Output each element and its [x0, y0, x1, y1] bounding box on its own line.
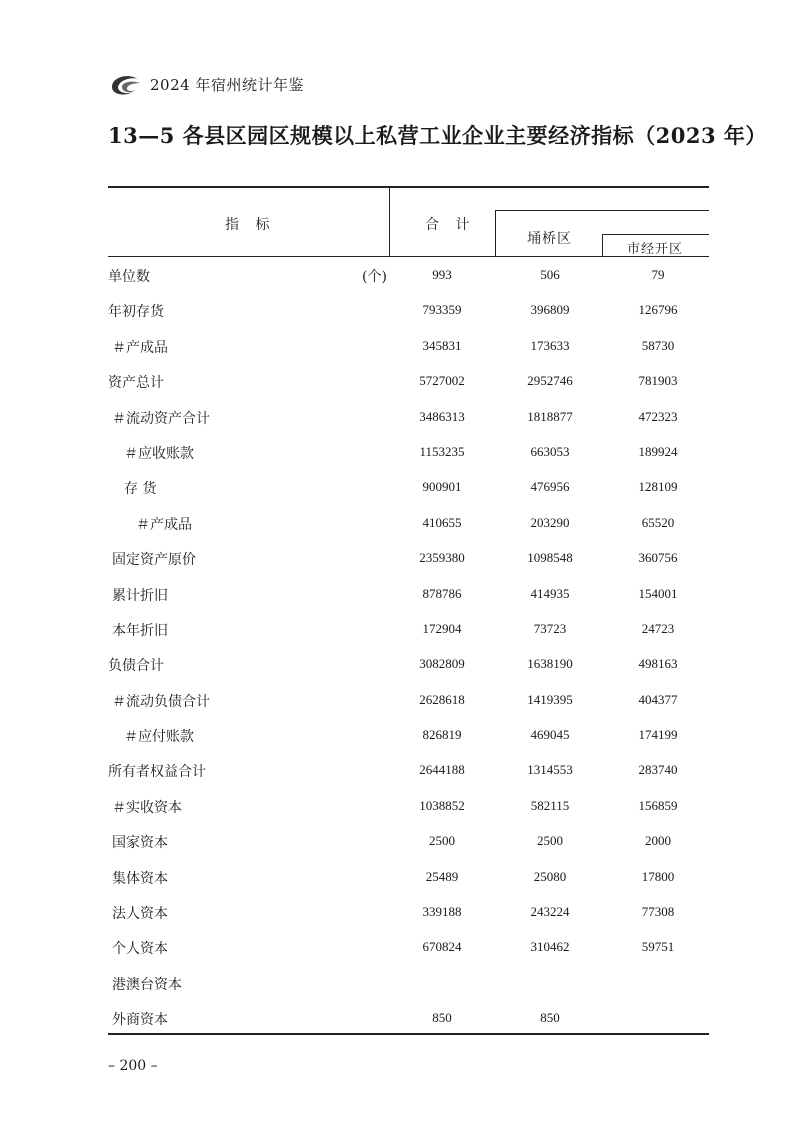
- cell-shijing: 154001: [638, 585, 678, 601]
- table-row: [108, 647, 709, 682]
- cell-total: 826819: [422, 727, 462, 743]
- row-label: 国家资本: [112, 835, 168, 852]
- cell-total: 670824: [422, 939, 462, 955]
- subheader-divider-2: [602, 234, 603, 257]
- cell-yongqiao: 25080: [533, 868, 567, 884]
- table-row: [108, 1001, 709, 1036]
- cell-total: 410655: [422, 514, 462, 530]
- table-row: [108, 470, 709, 505]
- table-row: [108, 612, 709, 647]
- row-label: 个人资本: [112, 941, 168, 958]
- cell-yongqiao: 2500: [537, 833, 563, 849]
- table-row: [108, 718, 709, 753]
- cell-total: 2359380: [419, 550, 465, 566]
- cell-yongqiao: 243224: [530, 904, 570, 920]
- cell-shijing: 156859: [638, 797, 678, 813]
- cell-total: 2628618: [419, 691, 465, 707]
- cell-shijing: 283740: [638, 762, 678, 778]
- row-label: 外商资本: [112, 1012, 168, 1029]
- table-row: [108, 753, 709, 788]
- table-row: [108, 930, 709, 965]
- cell-yongqiao: 203290: [530, 514, 570, 530]
- row-label: 负债合计: [108, 658, 164, 675]
- cell-total: 1038852: [419, 797, 465, 813]
- cell-yongqiao: 663053: [530, 443, 570, 459]
- cell-shijing: 498163: [638, 656, 678, 672]
- table-row: [108, 789, 709, 824]
- cell-shijing: 189924: [638, 443, 678, 459]
- cell-yongqiao: 506: [540, 267, 560, 282]
- cell-yongqiao: 1314553: [527, 762, 573, 778]
- cell-shijing: 360756: [638, 550, 678, 566]
- row-label: 集体资本: [112, 870, 168, 887]
- cell-yongqiao: 396809: [530, 302, 570, 318]
- yearbook-title: 2024 年宿州统计年鉴: [150, 75, 304, 94]
- table-row: [108, 541, 709, 576]
- cell-total: 345831: [422, 337, 462, 353]
- table-row: [108, 400, 709, 435]
- table-row: [108, 293, 709, 328]
- cell-shijing: 58730: [641, 337, 675, 353]
- table-title: 13—5 各县区园区规模以上私营工业企业主要经济指标（2023 年）: [108, 123, 767, 148]
- cell-total: 339188: [422, 904, 462, 920]
- cell-shijing: 59751: [641, 939, 675, 955]
- cell-total: 5727002: [419, 373, 465, 389]
- table-row: [108, 435, 709, 470]
- table-row: [108, 966, 709, 1001]
- cell-total: 900901: [422, 479, 462, 495]
- cell-yongqiao: 582115: [530, 797, 570, 813]
- row-label: ＃流动负债合计: [112, 693, 210, 710]
- row-label: 累计折旧: [112, 587, 168, 604]
- cell-yongqiao: 1638190: [527, 656, 573, 672]
- cell-shijing: 174199: [638, 727, 678, 743]
- table-row: [108, 683, 709, 718]
- cell-shijing: 24723: [641, 620, 675, 636]
- row-label: 存 货: [124, 481, 157, 498]
- cell-yongqiao: 2952746: [527, 373, 573, 389]
- table-body: [108, 258, 709, 1037]
- cell-yongqiao: 1098548: [527, 550, 573, 566]
- row-label: ＃产成品: [112, 339, 168, 356]
- cell-total: 1153235: [419, 443, 465, 459]
- subheader-rule: [495, 210, 709, 211]
- row-label: 年初存货: [108, 304, 164, 321]
- subheader-divider: [495, 210, 496, 257]
- cell-total: 2644188: [419, 762, 465, 778]
- row-label: 单位数: [108, 269, 150, 285]
- cell-yongqiao: 850: [540, 1010, 560, 1026]
- table-row: [108, 824, 709, 859]
- table-row: [108, 506, 709, 541]
- cell-total: 25489: [425, 868, 459, 884]
- table-row: [108, 364, 709, 399]
- table-header-rule: [108, 256, 709, 257]
- yearbook-logo-icon: [108, 71, 144, 97]
- page-number: – 200 –: [108, 1058, 158, 1074]
- row-label: 港澳台资本: [112, 976, 182, 993]
- cell-yongqiao: 73723: [533, 620, 567, 636]
- cell-yongqiao: 414935: [530, 585, 570, 601]
- cell-shijing: 79: [651, 267, 665, 282]
- cell-shijing: 2000: [645, 833, 671, 849]
- table-row: [108, 577, 709, 612]
- row-label: ＃产成品: [136, 516, 192, 533]
- column-header-yongqiao: 埇桥区: [527, 231, 572, 247]
- cell-total: 3486313: [419, 408, 465, 424]
- table-row: [108, 329, 709, 364]
- cell-yongqiao: 1818877: [527, 408, 573, 424]
- row-label: 法人资本: [112, 906, 168, 923]
- row-unit: (个): [362, 269, 387, 285]
- column-header-shijing: 市经开区: [627, 242, 684, 257]
- row-label: ＃应收账款: [124, 445, 194, 462]
- column-header-indicator: 指 标: [225, 217, 276, 233]
- subheader-rule-2: [602, 234, 709, 235]
- cell-shijing: 781903: [638, 373, 678, 389]
- cell-yongqiao: 1419395: [527, 691, 573, 707]
- table-row: [108, 895, 709, 930]
- table-row: [108, 860, 709, 895]
- cell-total: 2500: [429, 833, 455, 849]
- row-label: 所有者权益合计: [108, 764, 206, 781]
- cell-total: 793359: [422, 302, 462, 318]
- row-label: ＃实收资本: [112, 799, 182, 816]
- cell-shijing: 404377: [638, 691, 678, 707]
- cell-shijing: 128109: [638, 479, 678, 495]
- cell-total: 172904: [422, 620, 462, 636]
- cell-total: 850: [432, 1010, 452, 1026]
- cell-yongqiao: 469045: [530, 727, 570, 743]
- cell-shijing: 126796: [638, 302, 678, 318]
- cell-total: 3082809: [419, 656, 465, 672]
- row-label: ＃应付账款: [124, 729, 194, 746]
- row-label: 资产总计: [108, 375, 164, 392]
- running-header: [108, 70, 304, 98]
- cell-yongqiao: 476956: [530, 479, 570, 495]
- table-bottom-rule: [108, 1033, 709, 1035]
- row-label: 固定资产原价: [112, 552, 196, 569]
- cell-yongqiao: 310462: [530, 939, 570, 955]
- cell-shijing: 65520: [641, 514, 675, 530]
- row-label: ＃流动资产合计: [112, 410, 210, 427]
- table-top-rule: [108, 186, 709, 188]
- cell-total: 878786: [422, 585, 462, 601]
- column-header-total: 合 计: [425, 217, 476, 233]
- cell-shijing: 77308: [641, 904, 675, 920]
- cell-shijing: 17800: [641, 868, 675, 884]
- cell-shijing: 472323: [638, 408, 678, 424]
- row-label: 本年折旧: [112, 622, 168, 639]
- cell-total: 993: [432, 267, 452, 282]
- table-row: [108, 258, 709, 293]
- cell-yongqiao: 173633: [530, 337, 570, 353]
- header-divider: [389, 187, 390, 257]
